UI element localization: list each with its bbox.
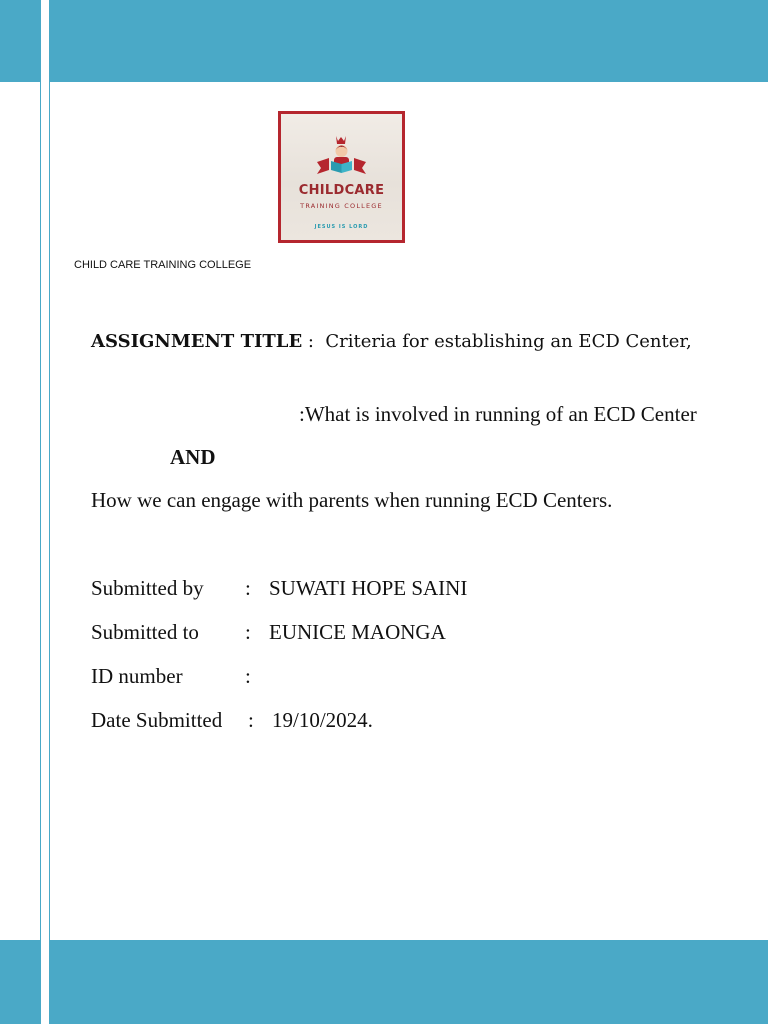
detail-key: Submitted to (91, 620, 199, 644)
left-bar-top (0, 0, 40, 82)
logo-subtitle: TRAINING COLLEGE (300, 202, 383, 210)
detail-colon: : (248, 708, 254, 732)
detail-value: EUNICE MAONGA (269, 620, 446, 644)
assignment-subtitle: :What is involved in running of an ECD Center (299, 402, 697, 426)
detail-value: 19/10/2024. (272, 708, 373, 732)
detail-colon: : (245, 576, 251, 600)
second-topic: How we can engage with parents when running ECD Centers. (91, 488, 613, 512)
assignment-title-line (91, 331, 692, 352)
header-band (49, 0, 768, 82)
detail-colon: : (245, 664, 251, 688)
detail-colon: : (245, 620, 251, 644)
college-logo (278, 111, 405, 243)
assignment-title-separator: : (302, 331, 326, 352)
detail-key: Submitted by (91, 576, 204, 600)
logo-motto: JESUS IS LORD (314, 224, 369, 230)
assignment-title-text: Criteria for establishing an ECD Center, (325, 331, 692, 352)
logo-title: CHILDCARE (298, 183, 385, 198)
detail-value: SUWATI HOPE SAINI (269, 576, 468, 600)
detail-key: ID number (91, 664, 183, 688)
and-connector: AND (170, 445, 216, 469)
border-line-outer (40, 0, 41, 1024)
border-line-inner (49, 0, 50, 1024)
assignment-title-label: ASSIGNMENT TITLE (91, 331, 303, 352)
left-bar-bottom (0, 940, 40, 1024)
footer-band (49, 940, 768, 1024)
college-caption: CHILD CARE TRAINING COLLEGE (74, 259, 252, 271)
child-reading-icon (281, 114, 402, 240)
detail-key: Date Submitted (91, 708, 223, 732)
